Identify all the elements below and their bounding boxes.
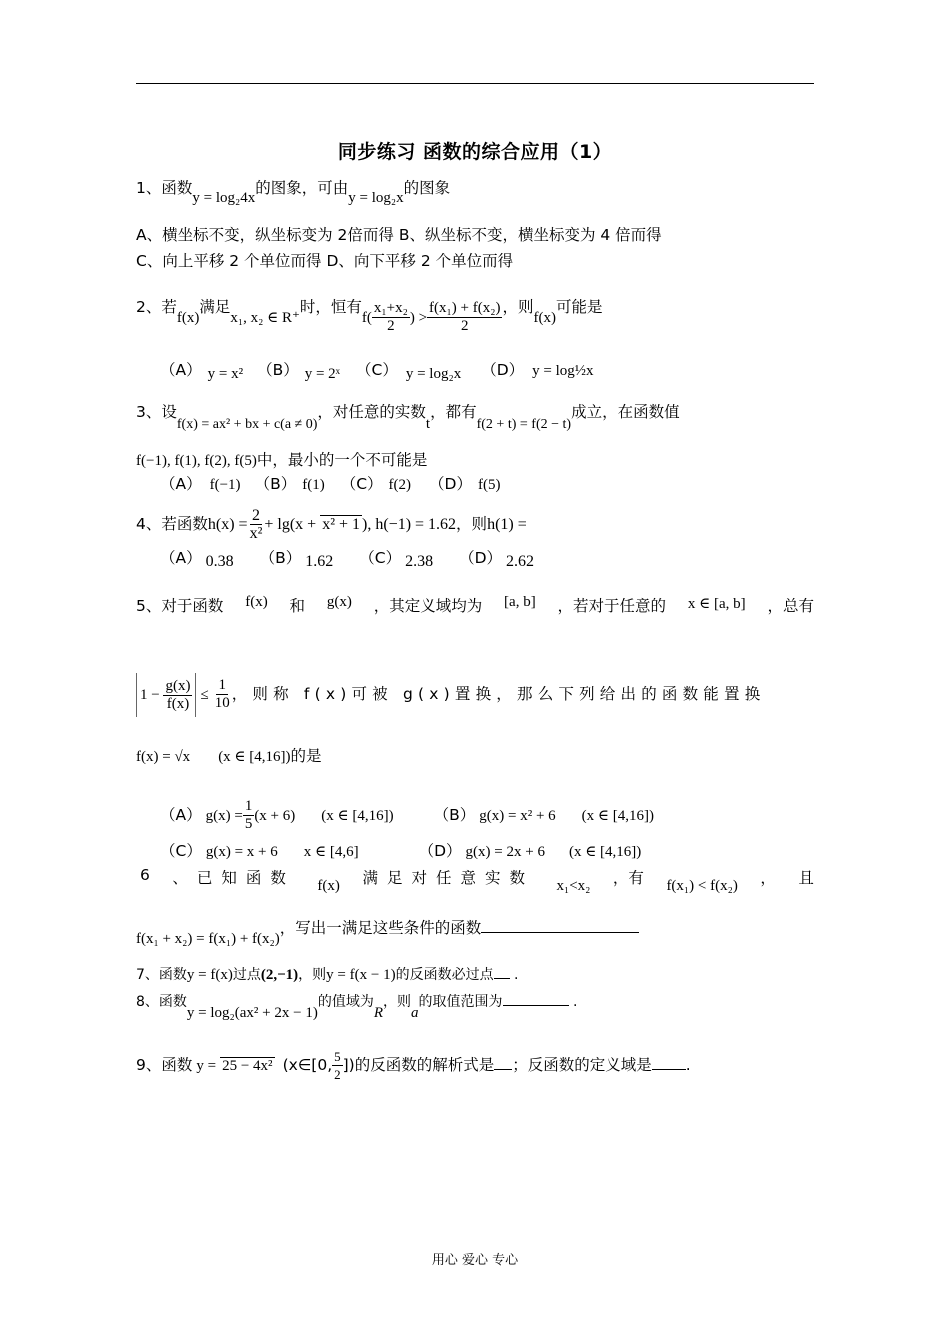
q6-text-4: ， bbox=[760, 869, 776, 887]
q2-opt-d-label: （D） bbox=[481, 361, 525, 379]
q4-h: h(x) = bbox=[207, 516, 248, 533]
q5-text-5: ，总有 bbox=[767, 597, 814, 615]
q5-opt-a-frac bbox=[243, 798, 255, 833]
q5-x-domain: x ∈ [a, b] bbox=[687, 596, 746, 612]
q4-opt-b: 1.62 bbox=[305, 553, 334, 570]
q2-stem: 2、若 bbox=[136, 298, 177, 316]
question-7 bbox=[136, 965, 518, 985]
q8-R: R bbox=[373, 1005, 384, 1021]
q4-opt-b-label: （B） bbox=[259, 549, 302, 567]
q3-opt-b: f(1) bbox=[302, 477, 325, 493]
q6-monotone: f(x₁) < f(x₂) bbox=[666, 878, 738, 894]
q5-opt-a-label: （A） bbox=[160, 806, 202, 824]
q2-lhs-den: 2 bbox=[387, 318, 395, 334]
q4-num: 2 bbox=[251, 507, 260, 524]
q4-opt-c-label: （C） bbox=[359, 549, 402, 567]
q4-stem: 4、若函数 bbox=[136, 515, 208, 533]
q2-lhs-post: ) > bbox=[409, 310, 428, 326]
q9-sqrt: 25 − 4x² bbox=[222, 1058, 273, 1074]
q3-opt-d-label: （D） bbox=[429, 475, 472, 493]
question-5-line-3 bbox=[136, 746, 322, 767]
q2-lhs-pre: f( bbox=[361, 310, 372, 326]
q5-text-1: 5、对于函数 bbox=[136, 597, 224, 615]
q2-rhs-num: f(x₁) + f(x₂) bbox=[429, 300, 501, 316]
q6-text-3: ，有 bbox=[612, 869, 644, 887]
q5-text-6: ，则称 f(x)可被 g(x)置换，那么下列给出的函数能置换 bbox=[231, 685, 766, 703]
q8-text-3: ，则 bbox=[383, 994, 412, 1010]
q5-text-7: 的是 bbox=[290, 747, 322, 765]
q2-text-3: ，则 bbox=[502, 298, 534, 316]
q2-fx: f(x) bbox=[176, 310, 200, 326]
q1-mid: 的图象，可由 bbox=[255, 179, 349, 197]
q4-rest-1: + lg(x + bbox=[264, 516, 317, 533]
q5-opt-d-label: （D） bbox=[418, 842, 462, 860]
q9-den: 2 bbox=[334, 1067, 341, 1082]
q8-f: y = log₂(ax² + 2x − 1) bbox=[186, 1005, 318, 1021]
q6-tail: ，写出一满足这些条件的函数 bbox=[279, 919, 482, 937]
q5-opt-b: g(x) = x² + 6 bbox=[479, 808, 556, 824]
q2-opt-c-label: （C） bbox=[356, 361, 398, 379]
q6-answer-blank[interactable] bbox=[481, 918, 639, 933]
q2-opt-a-label: （A） bbox=[160, 361, 202, 379]
q5-opt-a-domain: (x ∈ [4,16]) bbox=[321, 808, 394, 824]
q5-abs bbox=[136, 673, 196, 717]
question-4 bbox=[136, 504, 527, 545]
q7-text-4: 的反函数必过点 bbox=[395, 967, 494, 983]
header-rule bbox=[136, 83, 814, 84]
q2-text-1: 满足 bbox=[199, 298, 231, 316]
q3-text-1: ，对任意的实数 bbox=[317, 403, 426, 421]
q5-ineq-frac bbox=[163, 678, 192, 713]
q1-formula-1: y = log₂4x bbox=[192, 190, 256, 206]
q9-text-2: ；反函数的定义域是 bbox=[512, 1056, 652, 1074]
q7-end: . bbox=[509, 967, 519, 983]
q2-opt-d: y = log½x bbox=[532, 363, 594, 379]
q9-fraction bbox=[332, 1048, 343, 1083]
q4-sqrt: x² + 1 bbox=[322, 516, 361, 533]
q4-opt-c: 2.38 bbox=[405, 553, 434, 570]
q6-text-1: 、已知函数 bbox=[172, 869, 295, 887]
question-9 bbox=[136, 1048, 691, 1083]
q5-text-4: ，若对于任意的 bbox=[557, 597, 667, 615]
q7-text-3: ，则 bbox=[298, 967, 327, 983]
q4-rest-2: ), h(−1) = 1.62 bbox=[362, 516, 457, 533]
q3-text-3: 成立，在函数值 bbox=[571, 403, 680, 421]
q5-f-sqrt: f(x) = √x bbox=[136, 749, 191, 765]
q3-opt-b-label: （B） bbox=[254, 475, 297, 493]
q8-a: a bbox=[411, 1005, 419, 1021]
q5-text-3: ，其定义域均为 bbox=[373, 597, 483, 615]
page-footer: 用心 爱心 专心 bbox=[431, 1253, 519, 1268]
q4-opt-a-label: （A） bbox=[160, 549, 202, 567]
q5-opt-c-label: （C） bbox=[160, 842, 202, 860]
q5-options-ab bbox=[160, 796, 654, 835]
q6-text-5: 且 bbox=[798, 869, 814, 887]
q8-text-4: 的取值范围为 bbox=[418, 994, 503, 1010]
q3-opt-c: f(2) bbox=[388, 477, 412, 493]
q5-ineq-den: f(x) bbox=[166, 696, 190, 713]
q3-values: f(−1), f(1), f(2), f(5) bbox=[136, 453, 257, 469]
q3-function: f(x) = ax² + bx + c(a ≠ 0) bbox=[176, 417, 318, 432]
q9-domain-1: (x∈[0, bbox=[282, 1056, 333, 1074]
q5-opt-a-pre: g(x) = bbox=[205, 808, 243, 824]
q4-ask: h(1) = bbox=[487, 516, 527, 533]
q3-text-2: ，都有 bbox=[430, 403, 477, 421]
q3-t: t bbox=[425, 416, 431, 432]
q8-end: . bbox=[568, 994, 578, 1010]
q5-opt-c: g(x) = x + 6 bbox=[205, 844, 278, 860]
q4-fraction bbox=[248, 507, 265, 542]
q5-rhs-num: 1 bbox=[218, 677, 226, 693]
q1-options-cd: C、向上平移 2 个单位而得 D、向下平移 2 个单位而得 bbox=[136, 252, 514, 270]
q5-ineq-pre: 1 − bbox=[140, 687, 160, 703]
q5-ineq-num: g(x) bbox=[165, 678, 191, 695]
question-2 bbox=[136, 290, 603, 334]
question-5-line-2 bbox=[136, 672, 765, 717]
q6-fx: f(x) bbox=[317, 878, 340, 894]
q2-opt-a: y = x² bbox=[207, 366, 244, 382]
q8-text-2: 的值域为 bbox=[317, 994, 374, 1010]
q2-text-2: 时，恒有 bbox=[299, 298, 362, 316]
q6-equation: f(x₁ + x₂) = f(x₁) + f(x₂) bbox=[136, 931, 280, 947]
q5-opt-b-domain: (x ∈ [4,16]) bbox=[581, 808, 654, 824]
q2-condition: x₁, x₂ ∈ R⁺ bbox=[230, 310, 300, 326]
q3-options bbox=[160, 474, 500, 495]
q7-f: y = f(x) bbox=[186, 967, 233, 983]
q4-text-1: ，则 bbox=[456, 515, 488, 533]
q4-opt-a: 0.38 bbox=[205, 553, 234, 570]
q5-opt-b-label: （B） bbox=[433, 806, 476, 824]
q9-answer-blank-1[interactable] bbox=[494, 1055, 512, 1070]
q5-rhs-frac bbox=[213, 677, 232, 712]
q5-f-domain: (x ∈ [4,16]) bbox=[218, 749, 291, 765]
q1-end: 的图象 bbox=[403, 179, 451, 197]
q7-answer-blank[interactable] bbox=[494, 966, 510, 979]
q5-le: ≤ bbox=[200, 687, 209, 703]
q2-opt-c: y = log₂x bbox=[405, 366, 462, 382]
q8-answer-blank[interactable] bbox=[503, 993, 569, 1006]
q2-options bbox=[160, 360, 594, 381]
page-title: 同步练习 函数的综合应用（1） bbox=[337, 141, 613, 163]
question-3 bbox=[136, 402, 680, 432]
q7-text-2: 过点 bbox=[232, 967, 261, 983]
q5-opt-a-den: 5 bbox=[244, 816, 253, 832]
q5-opt-c-domain: x ∈ [4,6] bbox=[303, 844, 359, 860]
q3-opt-c-label: （C） bbox=[340, 475, 383, 493]
question-5-line-1 bbox=[136, 594, 814, 616]
q2-fx-2: f(x) bbox=[533, 310, 556, 326]
q1-options-ab: A、横坐标不变，纵坐标变为 2倍而得 B、纵坐标不变，横坐标变为 4 倍而得 bbox=[136, 226, 662, 244]
q2-lhs-fraction bbox=[372, 300, 410, 335]
q3-stem: 3、设 bbox=[136, 403, 177, 421]
q5-opt-a-post: (x + 6) bbox=[254, 808, 296, 824]
q5-opt-d: g(x) = 2x + 6 bbox=[465, 844, 545, 860]
q6-num: 6 bbox=[140, 866, 150, 884]
q7-point: (2,−1) bbox=[260, 967, 299, 983]
q5-domain: [a, b] bbox=[504, 594, 536, 610]
q4-den: x² bbox=[249, 525, 263, 542]
q1-stem: 1、函数 bbox=[136, 179, 193, 197]
q5-text-2: 和 bbox=[289, 597, 306, 615]
q9-end: . bbox=[685, 1056, 691, 1074]
q3-text-4: 中，最小的一个不可能是 bbox=[256, 451, 428, 469]
q3-line-2 bbox=[136, 450, 427, 471]
q8-text-1: 8、函数 bbox=[136, 994, 187, 1010]
q2-opt-b: y = 2ˣ bbox=[304, 366, 341, 382]
q9-domain-2: ])的反函数的解析式是 bbox=[342, 1056, 495, 1074]
q9-f: y = bbox=[196, 1058, 217, 1074]
q6-text-2: 满足对任意实数 bbox=[362, 869, 534, 887]
q9-text-1: 9、函数 bbox=[136, 1056, 193, 1074]
q7-g: y = f(x − 1) bbox=[326, 967, 396, 983]
q2-rhs-fraction bbox=[427, 300, 502, 335]
q5-rhs-den: 10 bbox=[214, 695, 230, 711]
q4-options bbox=[160, 548, 534, 569]
q5-opt-d-domain: (x ∈ [4,16]) bbox=[568, 844, 642, 860]
q7-text-1: 7、函数 bbox=[136, 967, 187, 983]
q2-opt-b-label: （B） bbox=[257, 361, 299, 379]
q9-answer-blank-2[interactable] bbox=[652, 1055, 686, 1070]
question-6-line-1 bbox=[140, 866, 814, 900]
q3-equation: f(2 + t) = f(2 − t) bbox=[476, 417, 572, 432]
question-6-line-2 bbox=[136, 918, 639, 947]
q9-num: 5 bbox=[334, 1049, 341, 1064]
q2-rhs-den: 2 bbox=[460, 318, 469, 334]
q2-lhs-num: x₁+x₂ bbox=[373, 300, 408, 316]
q6-x-order: x₁<x₂ bbox=[556, 878, 591, 894]
q1-formula-2: y = log₂x bbox=[348, 190, 404, 206]
question-1 bbox=[136, 178, 451, 206]
q5-opt-a-num: 1 bbox=[244, 798, 253, 814]
q3-opt-a: f(−1) bbox=[209, 477, 241, 493]
q3-opt-a-label: （A） bbox=[160, 475, 202, 493]
q5-fx: f(x) bbox=[245, 594, 268, 610]
q5-options-cd bbox=[160, 841, 641, 862]
question-8 bbox=[136, 992, 578, 1021]
q3-opt-d: f(5) bbox=[477, 477, 501, 493]
q2-text-4: 可能是 bbox=[555, 298, 603, 316]
q4-opt-d-label: （D） bbox=[459, 549, 503, 567]
q4-opt-d: 2.62 bbox=[506, 553, 535, 570]
q5-gx: g(x) bbox=[326, 594, 352, 610]
